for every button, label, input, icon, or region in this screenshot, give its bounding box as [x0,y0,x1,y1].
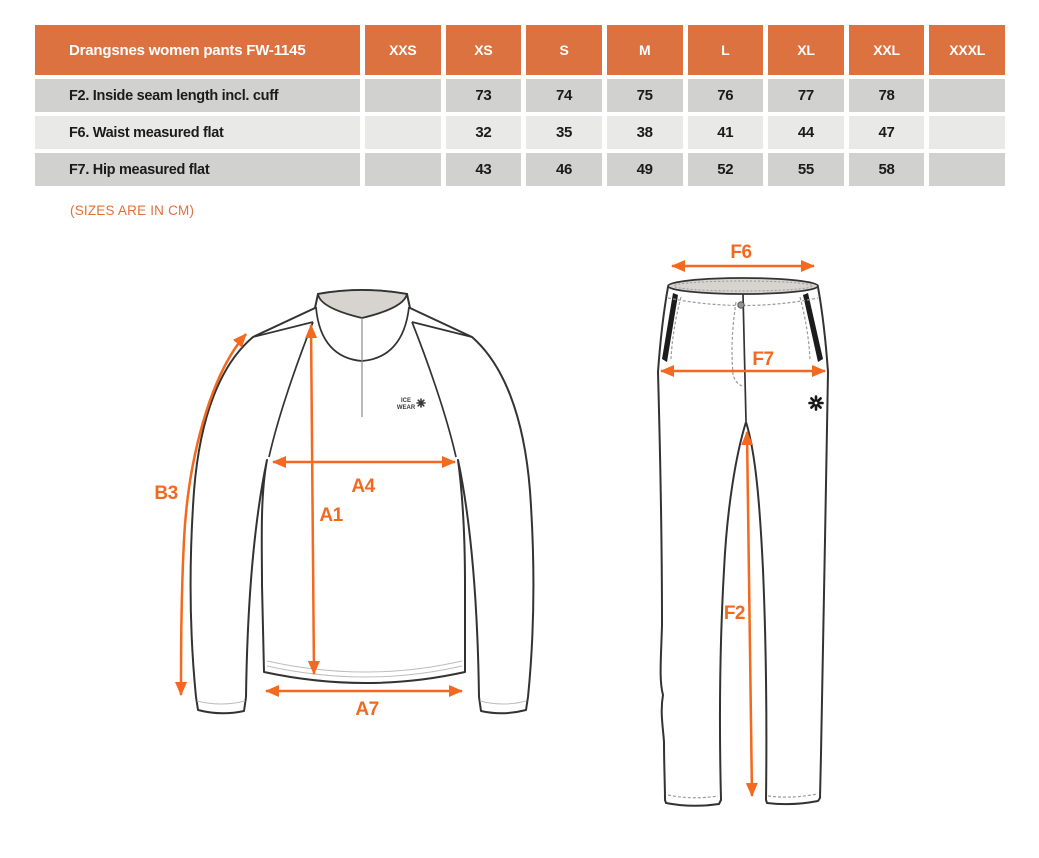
inseam-arrow-f2 [747,432,752,796]
value-cell: 78 [849,79,925,112]
size-header-l: L [688,25,764,75]
waist-button [738,302,744,308]
logo-text-line2: WEAR [396,405,416,411]
value-cell [365,153,441,186]
value-cell: 73 [446,79,522,112]
label-f6: F6 [730,242,752,263]
size-header-xxl: XXL [849,25,925,75]
size-header-xxs: XXS [365,25,441,75]
value-cell: 46 [526,153,602,186]
size-header-s: S [526,25,602,75]
sweater-diagram [90,245,570,735]
value-cell: 55 [768,153,844,186]
value-cell: 41 [688,116,764,149]
pants-diagram [640,240,840,820]
value-cell: 35 [526,116,602,149]
value-cell: 49 [607,153,683,186]
size-header-xs: XS [446,25,522,75]
snowflake-logo-icon [810,397,823,410]
size-header-xl: XL [768,25,844,75]
sizes-unit-note: (SIZES ARE IN CM) [70,203,195,218]
logo-text-line1: ICE [400,398,412,404]
value-cell [929,153,1005,186]
table-title-cell: Drangsnes women pants FW-1145 [35,25,360,75]
label-a1: A1 [319,505,343,526]
label-a7: A7 [355,699,379,720]
value-cell: 47 [849,116,925,149]
value-cell: 58 [849,153,925,186]
row-label-hip: F7. Hip measured flat [35,153,360,186]
row-label-waist: F6. Waist measured flat [35,116,360,149]
label-f7: F7 [752,349,774,370]
value-cell [929,116,1005,149]
label-f2: F2 [723,603,745,624]
waist-opening [668,278,818,294]
size-table [35,25,1005,186]
logo-snowflake-icon [417,399,425,407]
value-cell: 38 [607,116,683,149]
value-cell: 32 [446,116,522,149]
value-cell: 74 [526,79,602,112]
value-cell: 43 [446,153,522,186]
value-cell [365,79,441,112]
value-cell: 77 [768,79,844,112]
value-cell: 44 [768,116,844,149]
value-cell: 52 [688,153,764,186]
size-header-m: M [607,25,683,75]
value-cell [929,79,1005,112]
row-label-inseam: F2. Inside seam length incl. cuff [35,79,360,112]
pants-outline [658,287,828,806]
label-b3: B3 [154,483,178,504]
size-header-xxxl: XXXL [929,25,1005,75]
value-cell: 76 [688,79,764,112]
value-cell: 75 [607,79,683,112]
label-a4: A4 [351,476,375,497]
value-cell [365,116,441,149]
